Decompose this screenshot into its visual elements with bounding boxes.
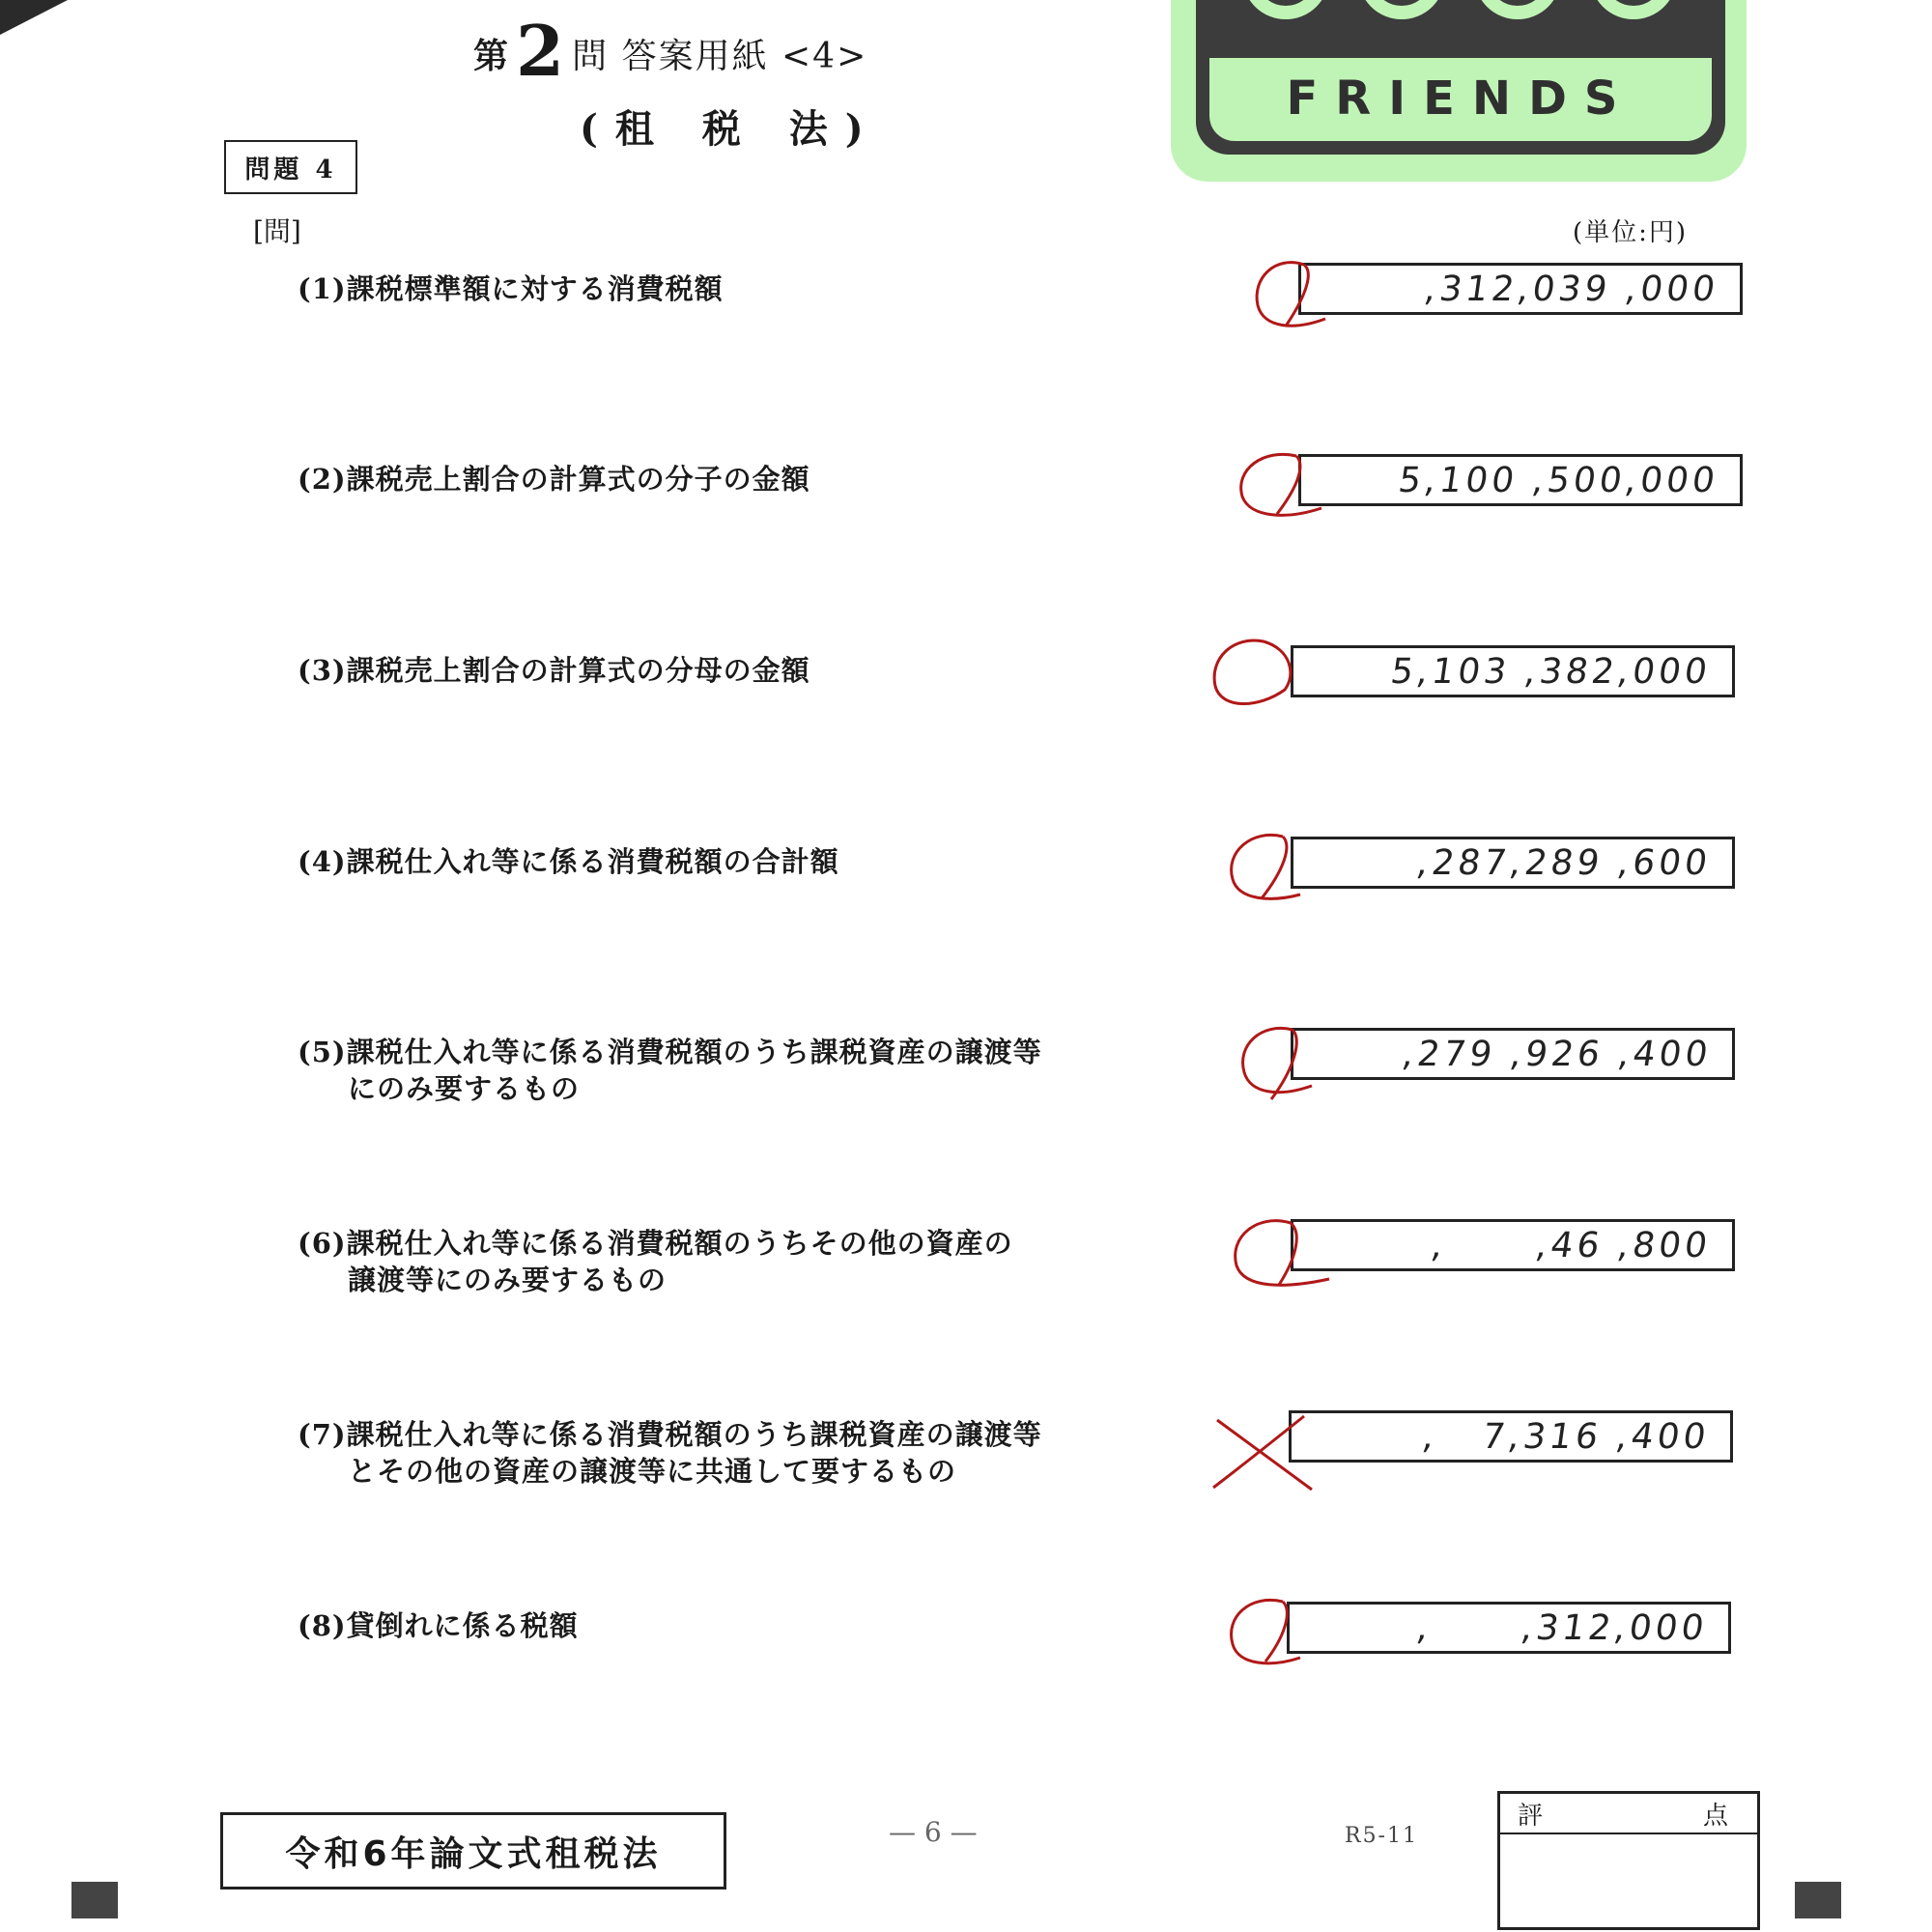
answer-value: , ,312,000 [1413,1608,1710,1648]
question-line: 課税仕入れ等に係る消費税額のうち課税資産の譲渡等 [346,1418,1042,1451]
question-number: (1) [298,272,347,305]
answer-value: ,312,039 ,000 [1422,270,1721,309]
answer-box[interactable] [1291,1028,1735,1080]
document-code: R5-11 [1345,1824,1418,1848]
question-text [298,270,724,307]
problem-label: 問題 4 [224,140,357,194]
unit-label: (単位:円) [1573,218,1689,247]
good-friends-stamp [1171,0,1747,182]
answer-box[interactable] [1291,1219,1735,1271]
question-line-continued: 譲渡等にのみ要するもの [348,1264,668,1296]
score-label-left: 評 [1518,1801,1544,1831]
registration-mark [71,1882,118,1918]
answer-box[interactable] [1291,645,1735,697]
score-box [1497,1791,1760,1930]
question-text [298,1607,579,1644]
question-line: 課税仕入れ等に係る消費税額のうち課税資産の譲渡等 [346,1036,1042,1068]
stamp-letter-shape [1242,0,1329,19]
stamp-band [1209,58,1712,141]
answer-box[interactable] [1287,1602,1731,1654]
answer-value: 5,103 ,382,000 [1388,652,1714,692]
answer-value: 5,100 ,500,000 [1396,461,1721,500]
answer-box[interactable] [1291,837,1735,889]
registration-mark [1795,1882,1841,1918]
exam-name-label: 令和6年論文式租税法 [220,1812,726,1889]
title-prefix: 第 [473,36,511,76]
page-title [473,10,867,92]
question-line: 課税仕入れ等に係る消費税額のうちその他の資産の [346,1227,1013,1260]
question-text [298,1034,1042,1107]
question-number: (2) [298,463,347,496]
answer-box[interactable] [1298,263,1743,315]
stamp-letter-shape [1358,0,1445,19]
stamp-letter-shape [1474,0,1561,19]
score-header [1500,1794,1757,1834]
title-number: 2 [516,10,567,92]
question-text [298,461,810,497]
question-number: (7) [298,1418,347,1451]
question-text [298,1416,1042,1490]
stamp-letter-shape [1590,0,1677,19]
answer-value: , ,46 ,800 [1429,1226,1714,1265]
question-number: (4) [298,845,347,878]
question-heading: [問] [253,215,301,247]
question-number: (5) [298,1036,347,1068]
answer-box[interactable] [1289,1410,1733,1463]
answer-value: ,279 ,926 ,400 [1399,1035,1714,1074]
answer-value: , 7,316 ,400 [1419,1417,1712,1457]
question-line: 貸倒れに係る税額 [346,1609,579,1642]
question-line-continued: にのみ要するもの [348,1072,581,1105]
corner-scan-mark [0,0,68,39]
answer-box[interactable] [1298,454,1743,506]
page-number: — 6 — [889,1816,978,1848]
title-rest: 問 答案用紙 <4> [572,37,868,76]
stamp-word: FRIENDS [1286,71,1635,126]
question-text [298,1225,1013,1298]
score-label-right: 点 [1702,1801,1728,1831]
question-line: 課税売上割合の計算式の分子の金額 [346,463,810,496]
question-line-continued: とその他の資産の譲渡等に共通して要するもの [348,1455,957,1488]
question-number: (6) [298,1227,347,1260]
question-line: 課税仕入れ等に係る消費税額の合計額 [346,845,839,878]
question-line: 課税標準額に対する消費税額 [346,272,724,305]
question-number: (8) [298,1609,347,1642]
answer-value: ,287,289 ,600 [1414,843,1714,883]
question-number: (3) [298,654,347,687]
page-subtitle: (租 税 法) [580,106,881,152]
question-text [298,652,810,689]
question-text [298,843,839,880]
question-line: 課税売上割合の計算式の分母の金額 [346,654,810,687]
stamp-dark-frame [1196,0,1725,155]
